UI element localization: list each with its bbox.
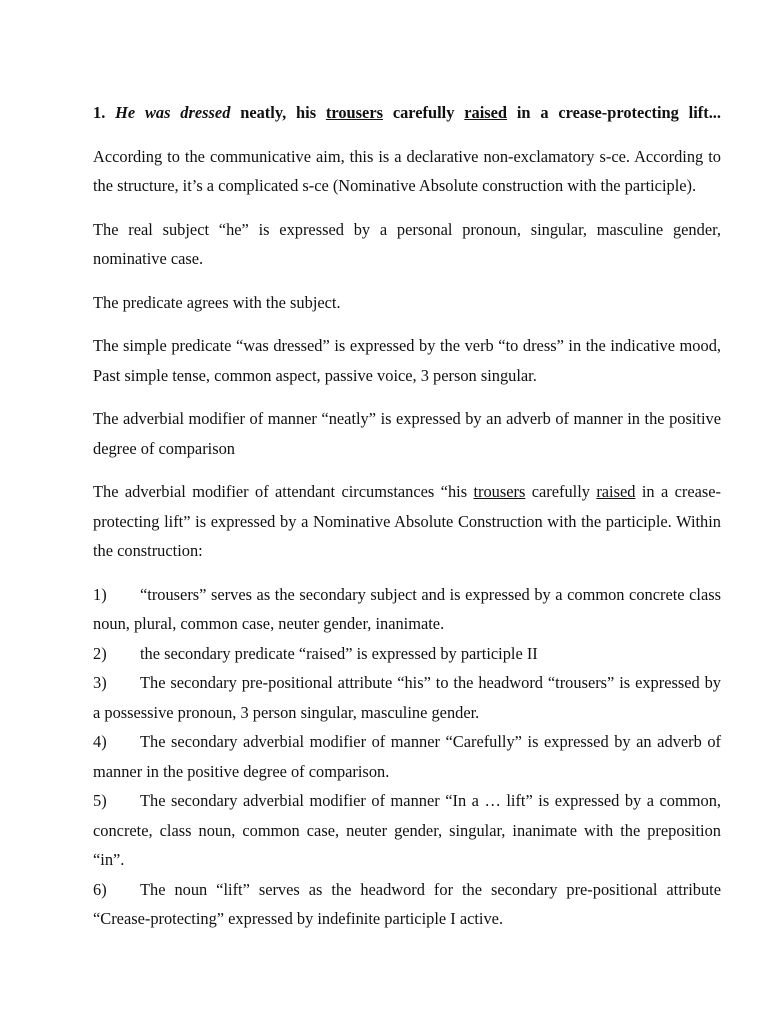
list-item <box>93 639 721 669</box>
sentence-heading <box>93 98 721 128</box>
attendant-text-1: The adverbial modifier of attendant circumstances “his <box>93 482 474 501</box>
attendant-text-2: carefully <box>525 482 597 501</box>
list-item-number: 4) <box>93 732 107 751</box>
heading-number: 1. <box>93 103 106 122</box>
paragraph-predicate-agreement: The predicate agrees with the subject. <box>93 292 341 312</box>
list-item-number: 3) <box>93 673 107 692</box>
attendant-underlined-trousers: trousers <box>473 482 526 501</box>
heading-text-1: neatly, his <box>230 103 326 122</box>
list-item-text: “trousers” serves as the secondary subject and is expressed by a common concrete class noun, plural, common case, neuter gender, inanimate. <box>93 584 721 633</box>
list-item <box>93 668 721 727</box>
list-item-number: 6) <box>93 879 107 899</box>
list-item-text: The noun “lift” serves as the headword for the secondary pre-positional attribute “Crease-protecting” expressed by indefinite participle I active. <box>93 879 721 928</box>
heading-underlined-trousers: trousers <box>325 103 383 122</box>
paragraph-real-subject: The real subject “he” is expressed by a personal pronoun, singular, masculine gender, nominative case. <box>93 219 721 268</box>
heading-underlined-raised: raised <box>464 103 508 122</box>
paragraph-communicative-aim: According to the communicative aim, this is a declarative non-exclamatory s-ce. According to the structure, it’s a complicated s-ce (Nominative Absolute construction with the participle). <box>93 146 721 195</box>
attendant-underlined-raised: raised <box>596 482 636 501</box>
document-page <box>93 98 721 934</box>
heading-italic-subject: He was dressed <box>115 103 231 122</box>
heading-text-3: in a crease-protecting lift... <box>507 103 721 122</box>
list-item <box>93 875 721 934</box>
paragraph-simple-predicate: The simple predicate “was dressed” is expressed by the verb “to dress” in the indicative mood, Past simple tense, common aspect, passive voice, 3 person singular. <box>93 336 721 385</box>
paragraph-attendant-circumstances <box>93 477 721 566</box>
heading-text-2: carefully <box>382 103 465 122</box>
list-item-text: The secondary adverbial modifier of manner “Carefully” is expressed by an adverb of manner in the positive degree of comparison. <box>93 732 721 781</box>
construction-analysis-list <box>93 580 721 934</box>
list-item-text: The secondary pre-positional attribute “his” to the headword “trousers” is expressed by a possessive pronoun, 3 person singular, masculine gender. <box>93 673 721 722</box>
attendant-text-3: in a crease-protecting lift” is expressed by a Nominative Absolute Construction with the participle. Within the construction: <box>93 482 721 560</box>
list-item <box>93 580 721 639</box>
list-item-text: the secondary predicate “raised” is expressed by participle II <box>140 643 538 663</box>
list-item-number: 5) <box>93 791 107 810</box>
list-item <box>93 786 721 875</box>
list-item-text: The secondary adverbial modifier of manner “In a … lift” is expressed by a common, concrete, class noun, common case, neuter gender, singular, inanimate with the preposition “in”. <box>93 791 721 869</box>
list-item-number: 2) <box>93 643 107 663</box>
list-item-number: 1) <box>93 584 107 604</box>
paragraph-adverbial-manner: The adverbial modifier of manner “neatly” is expressed by an adverb of manner in the positive degree of comparison <box>93 409 721 458</box>
list-item <box>93 727 721 786</box>
